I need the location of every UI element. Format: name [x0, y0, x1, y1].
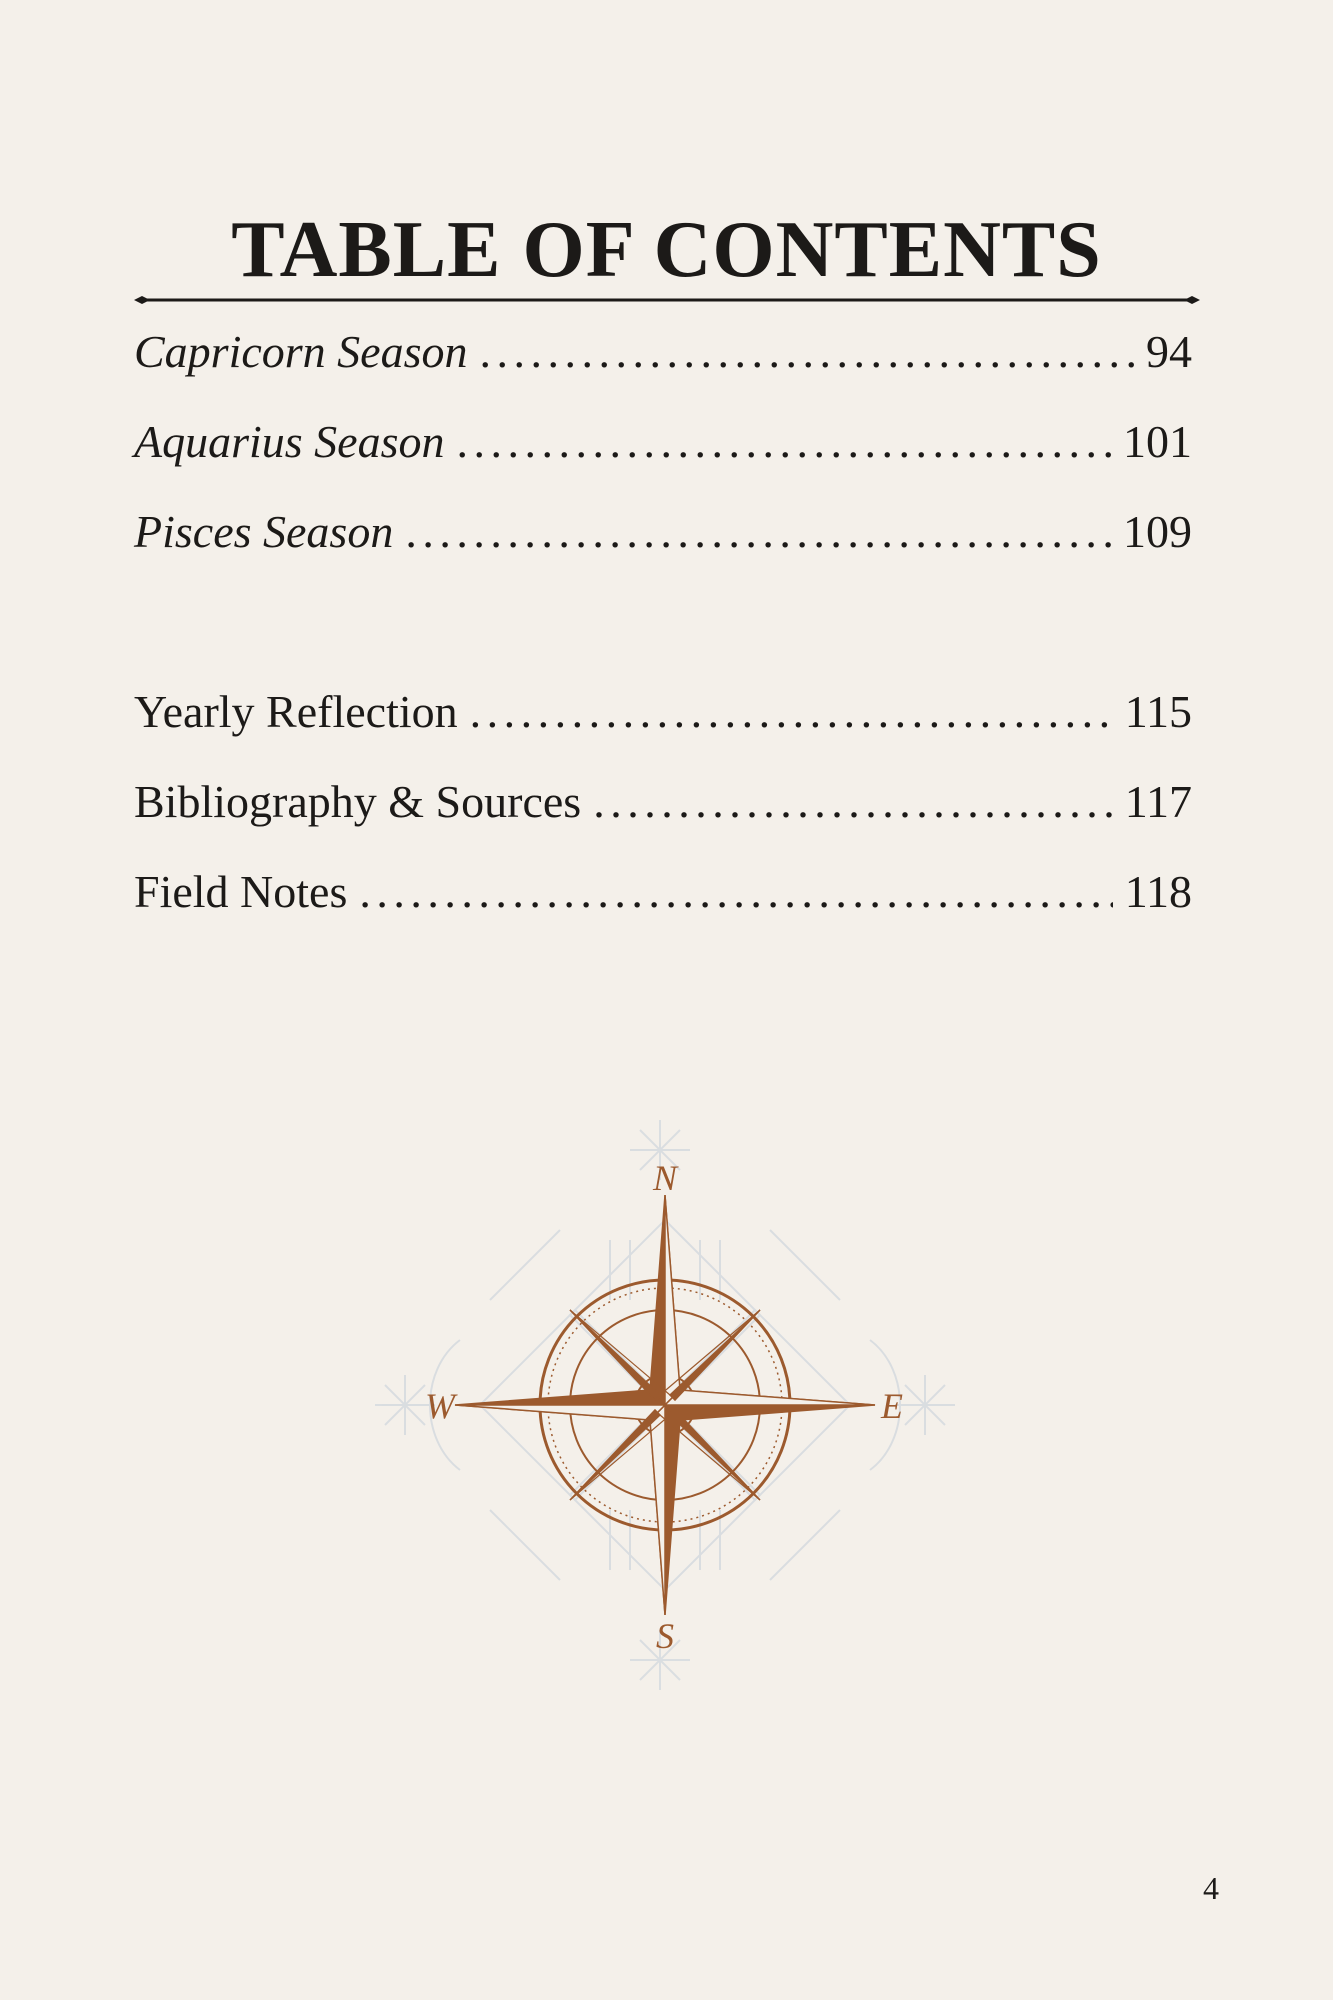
toc-entry-page: 101	[1123, 416, 1192, 467]
toc-entry-capricorn-season[interactable]	[134, 322, 1192, 382]
page-number: 4	[1203, 1870, 1219, 1906]
compass-rose-icon	[455, 1195, 875, 1615]
compass-rose-illustration	[360, 1100, 970, 1710]
dot-leader	[457, 412, 1112, 472]
dot-leader	[470, 682, 1113, 742]
compass-west-label: W	[425, 1386, 455, 1426]
toc-entry-page: 117	[1124, 776, 1192, 827]
toc-entry-bibliography-sources[interactable]	[134, 772, 1192, 832]
dot-leader	[405, 502, 1111, 562]
toc-entry-page: 118	[1124, 866, 1192, 917]
toc-entry-field-notes[interactable]	[134, 862, 1192, 922]
toc-entry-label: Bibliography & Sources	[134, 776, 582, 827]
page-title: TABLE OF CONTENTS	[231, 206, 1102, 294]
toc-entry-label: Capricorn Season	[134, 326, 468, 377]
toc-entry-page: 94	[1146, 326, 1192, 377]
dot-leader	[359, 862, 1112, 922]
compass-south-label: S	[656, 1616, 674, 1656]
toc-entry-page: 115	[1124, 686, 1192, 737]
toc-entry-pisces-season[interactable]	[134, 502, 1192, 562]
toc-entry-label: Field Notes	[134, 866, 348, 917]
compass-east-label: E	[881, 1386, 903, 1426]
toc-entry-label: Yearly Reflection	[134, 686, 458, 737]
toc-entry-yearly-reflection[interactable]	[134, 682, 1192, 742]
toc-entry-aquarius-season[interactable]	[134, 412, 1192, 472]
toc-entry-label: Aquarius Season	[134, 416, 445, 467]
title-divider	[134, 290, 1200, 310]
toc-entry-label: Pisces Season	[134, 506, 394, 557]
toc-entry-page: 109	[1123, 506, 1192, 557]
compass-north-label: N	[652, 1158, 678, 1198]
dot-leader	[480, 322, 1135, 382]
dot-leader	[593, 772, 1113, 832]
